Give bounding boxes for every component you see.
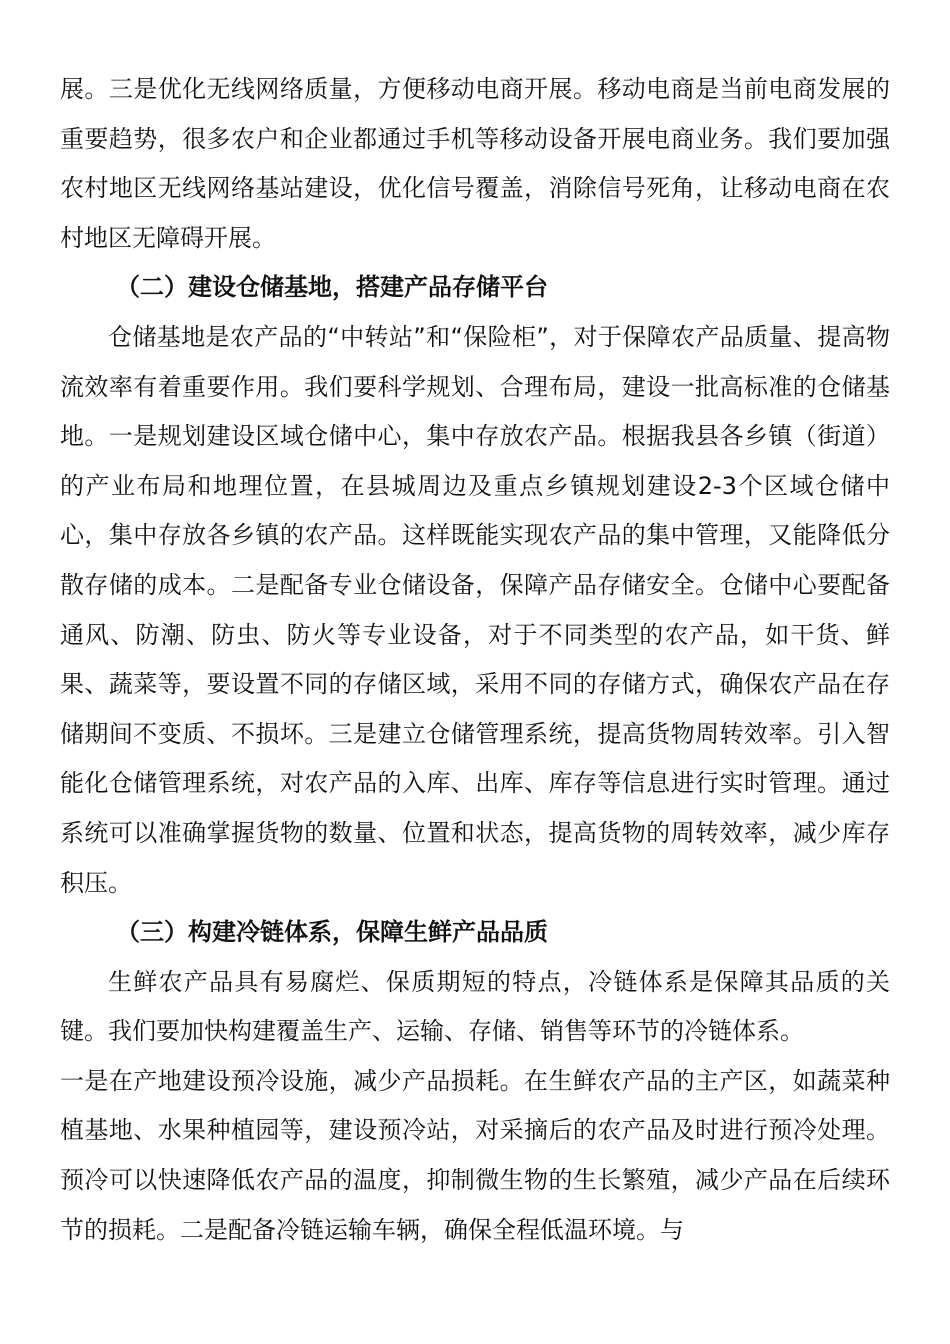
document-body [60,65,890,1255]
section-heading-three: （三）构建冷链体系，保障生鲜产品品质 [116,918,548,947]
paragraph-cold-chain-measures: 一是在产地建设预冷设施，减少产品损耗。在生鲜农产品的主产区，如蔬菜种植基地、水果种植园等，建设预冷站，对采摘后的农产品及时进行预冷处理。预冷可以快速降低农产品的温度，抑制微生物的生长繁殖，减少产品在后续环节的损耗。二是配备冷链运输车辆，确保全程低温环境。与 [60,1066,890,1244]
paragraph-warehousing: 仓储基地是农产品的“中转站”和“保险柜”，对于保障农产品质量、提高物流效率有着重要作用。我们要科学规划、合理布局，建设一批高标准的仓储基地。一是规划建设区域仓储中心，集中存放农产品。根据我县各乡镇（街道）的产业布局和地理位置，在县城周边及重点乡镇规划建设2-3个区域仓储中心，集中存放各乡镇的农产品。这样既能实现农产品的集中管理，又能降低分散存储的成本。二是配备专业仓储设备，保障产品存储安全。仓储中心要配备通风、防潮、防虫、防火等专业设备，对于不同类型的农产品，如干货、鲜果、蔬菜等，要设置不同的存储区域，采用不同的存储方式，确保农产品在存储期间不变质、不损坏。三是建立仓储管理系统，提高货物周转效率。引入智能化仓储管理系统，对农产品的入库、出库、库存等信息进行实时管理。通过系统可以准确掌握货物的数量、位置和状态，提高货物的周转效率，减少库存积压。 [60,322,890,897]
section-heading-two: （二）建设仓储基地，搭建产品存储平台 [116,273,548,302]
paragraph-cold-chain-intro: 生鲜农产品具有易腐烂、保质期短的特点，冷链体系是保障其品质的关键。我们要加快构建覆盖生产、运输、存储、销售等环节的冷链体系。 [60,967,890,1046]
paragraph-continued: 展。三是优化无线网络质量，方便移动电商开展。移动电商是当前电商发展的重要趋势，很多农户和企业都通过手机等移动设备开展电商业务。我们要加强农村地区无线网络基站建设，优化信号覆盖，消除信号死角，让移动电商在农村地区无障碍开展。 [60,75,890,252]
